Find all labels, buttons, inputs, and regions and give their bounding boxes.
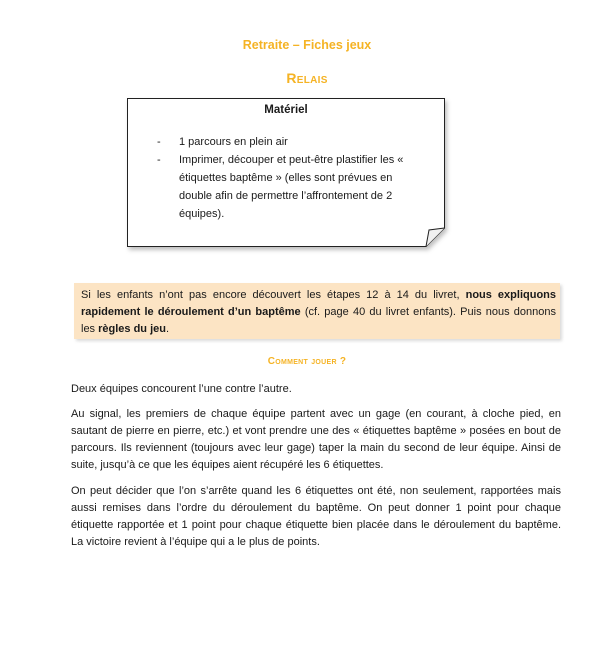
intro-callout xyxy=(74,283,560,339)
section-heading: Comment jouer ? xyxy=(267,356,347,367)
intro-text: (cf. page 40 du livret enfants). Puis nous donnons les xyxy=(81,306,556,335)
rules-paragraph: Au signal, les premiers de chaque équipe partent avec un gage (en courant, à cloche pied, en sautant de pierre en pierre, etc.) et vont prendre une des « étiquettes baptême » posées en bout de parcours. Ils reviennent (toujours avec leur gage) taper la main du second de leur équipe. Ainsi de suite, jusqu’à ce que les équipes aient récupéré les 6 étiquettes. xyxy=(71,408,561,471)
materiel-list xyxy=(157,133,427,223)
document-title: Retraite – Fiches jeux xyxy=(242,38,372,52)
intro-text: . xyxy=(165,323,170,335)
materiel-item-text: Imprimer, découper et peut-être plastifier les « étiquettes baptême » (elles sont prévues en double afin de permettre l’affrontement de 2 équipes). xyxy=(179,154,404,220)
rules-paragraph: Deux équipes concourent l’une contre l’autre. xyxy=(71,383,292,395)
materiel-box xyxy=(127,98,445,247)
rules-bold-text: règles du jeu xyxy=(98,323,166,335)
list-item xyxy=(157,133,427,151)
intro-paragraph xyxy=(74,283,560,338)
game-title: Relais xyxy=(286,70,328,86)
intro-text: Si les enfants n’ont pas encore découvert les étapes 12 à 14 du livret, xyxy=(81,289,466,301)
materiel-item-text: 1 parcours en plein air xyxy=(179,136,288,148)
intro-bold-text: nous expliquons rapidement le déroulement d’un baptême xyxy=(81,289,556,318)
materiel-title: Matériel xyxy=(264,104,308,116)
rules-paragraph: On peut décider que l’on s’arrête quand les 6 étiquettes ont été, non seulement, rapportées mais aussi remises dans l’ordre du déroulement du baptême. On peut donner 1 point pour chaque étiquette rapportée et 1 point pour chaque étiquette bien placée dans le déroulement du baptême. La victoire revient à l’équipe qui a le plus de points. xyxy=(71,485,561,548)
list-item xyxy=(157,151,427,223)
bullet-dash: - xyxy=(157,154,161,166)
bullet-dash: - xyxy=(157,136,161,148)
